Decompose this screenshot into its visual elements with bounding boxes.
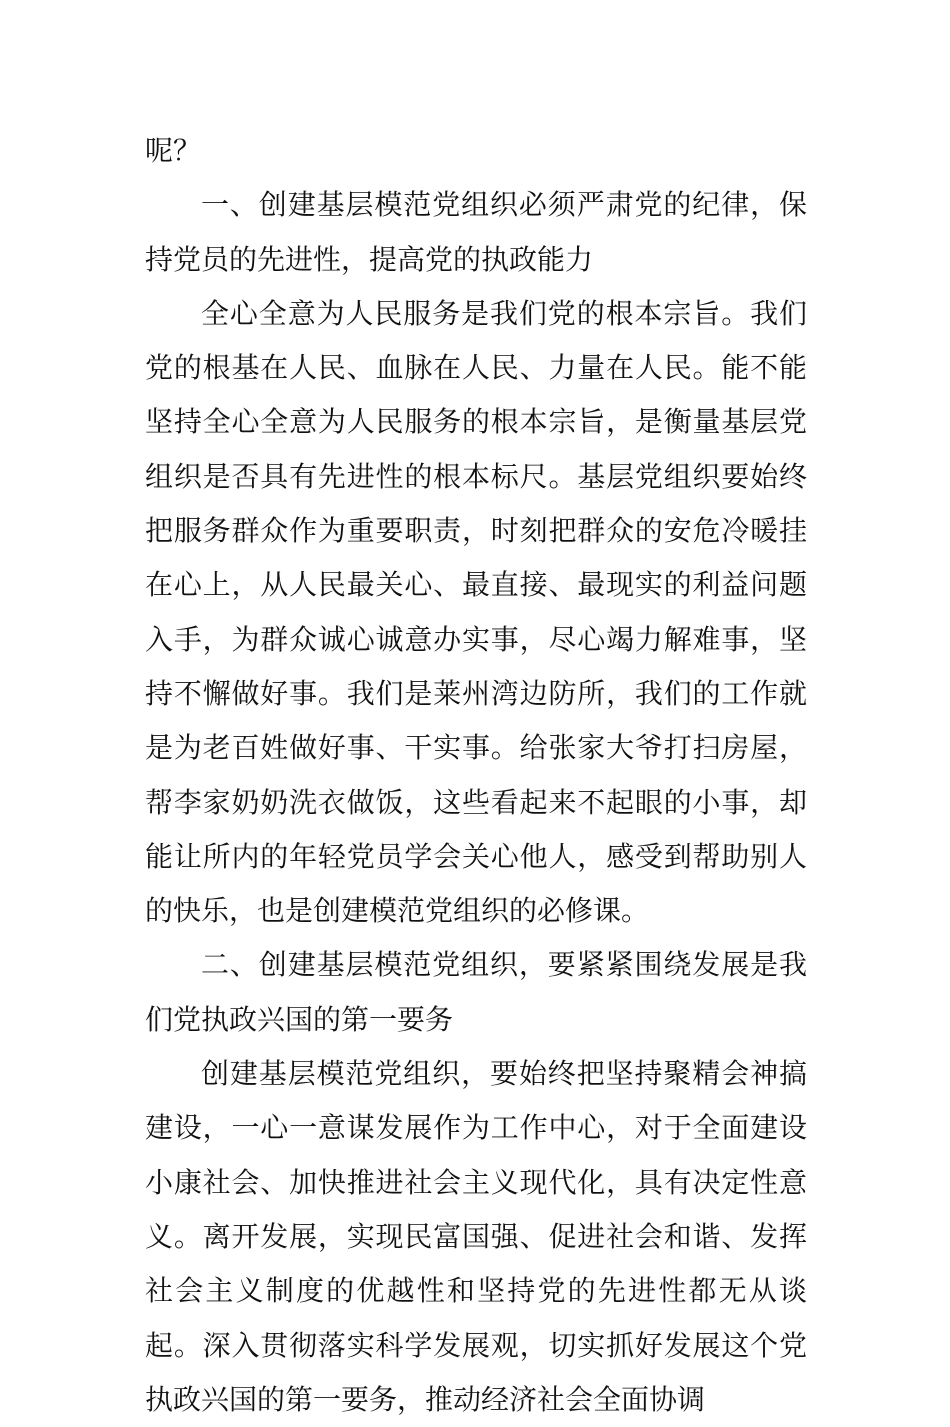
paragraph-body: 创建基层模范党组织，要始终把坚持聚精会神搞建设，一心一意谋发展作为工作中心，对于全面建设小康社会、加快推进社会主义现代化，具有决定性意义。离开发展，实现民富国强、促进社会和谐、发挥社会主义制度的优越性和坚持党的先进性都无从谈起。深入贯彻落实科学发展观，切实抓好发展这个党执政兴国的第一要务，推动经济社会全面协调 — [145, 1057, 807, 1416]
paragraph-continuation: 呢？ — [145, 134, 202, 167]
section-heading-one: 一、创建基层模范党组织必须严肃党的纪律，保持党员的先进性，提高党的执政能力 — [145, 188, 807, 276]
paragraph-body: 全心全意为人民服务是我们党的根本宗旨。我们党的根基在人民、血脉在人民、力量在人民。能不能坚持全心全意为人民服务的根本宗旨，是衡量基层党组织是否具有先进性的根本标尺。基层党组织要始终把服务群众作为重要职责，时刻把群众的安危冷暖挂在心上，从人民最关心、最直接、最现实的利益问题入手，为群众诚心诚意办实事，尽心竭力解难事，坚持不懈做好事。我们是莱州湾边防所，我们的工作就是为老百姓做好事、干实事。给张家大爷打扫房屋，帮李家奶奶洗衣做饭，这些看起来不起眼的小事，却能让所内的年轻党员学会关心他人，感受到帮助别人的快乐，也是创建模范党组织的必修课。 — [145, 296, 807, 928]
document-body — [145, 124, 807, 1427]
section-heading-two: 二、创建基层模范党组织，要紧紧围绕发展是我们党执政兴国的第一要务 — [145, 948, 807, 1036]
